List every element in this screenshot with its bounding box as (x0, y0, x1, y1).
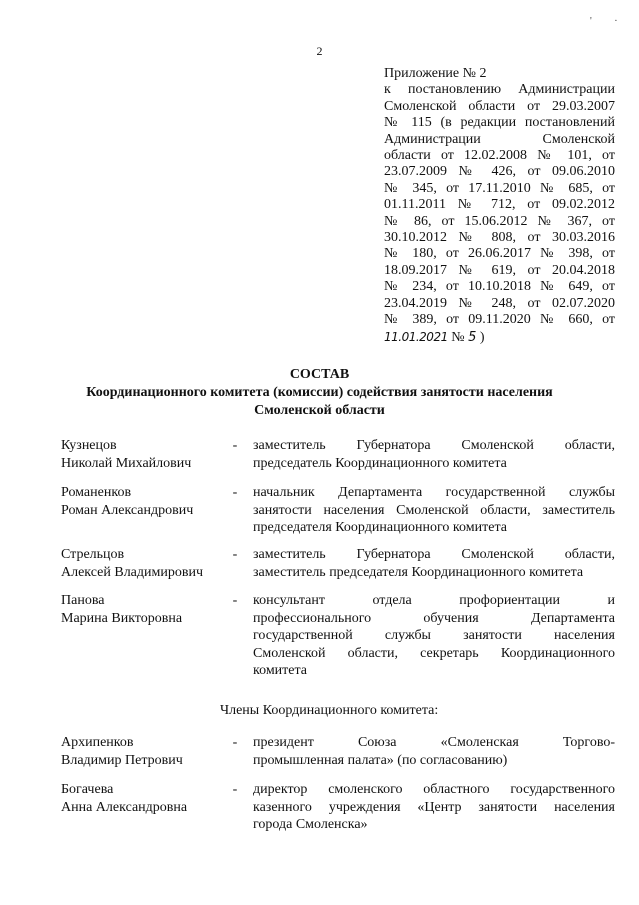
appendix-line: 30.10.2012 № 808, от 30.03.2016 (384, 230, 615, 246)
closing-paren: ) (479, 329, 485, 345)
role-line: начальник Департамента государственной службы (253, 485, 615, 500)
person-given-names: Марина Викторовна (61, 610, 183, 626)
number-sign: № (451, 329, 465, 345)
document-title (0, 366, 639, 420)
role-line: промышленная палата» (по согласованию) (253, 752, 508, 768)
person-surname: Панова (61, 593, 105, 608)
handwritten-number: 5 (468, 329, 477, 345)
person-surname: Богачева (61, 782, 114, 797)
person-name (61, 437, 231, 472)
page-number: 2 (316, 44, 323, 58)
title-heading: СОСТАВ (289, 367, 350, 382)
corner-scan-mark: ' · (590, 16, 628, 27)
role-line: президент Союза «Смоленская Торгово- (253, 735, 615, 750)
role-line: казенного учреждения «Центр занятости населения (253, 799, 615, 815)
title-line-2: Смоленской области (254, 403, 385, 418)
appendix-line: 18.09.2017 № 619, от 20.04.2018 (384, 262, 615, 278)
appendix-line: Смоленской области от 29.03.2007 (384, 98, 615, 114)
person-given-names: Роман Александрович (61, 502, 194, 518)
role-line: государственной службы занятости населения (253, 628, 615, 643)
role-line: заместитель Губернатора Смоленской области, (253, 438, 615, 453)
role-line: города Смоленска» (253, 817, 368, 832)
title-line-1: Координационного комитета (комиссии) содействия занятости населения (86, 385, 553, 400)
appendix-line: области от 12.02.2008 № 101, от (384, 148, 615, 164)
person-given-names: Алексей Владимирович (61, 564, 204, 580)
person-role (253, 484, 615, 537)
appendix-line: Приложение № 2 (384, 66, 487, 81)
role-line: занятости населения Смоленской области, заместитель (253, 502, 615, 518)
person-role (253, 781, 615, 834)
person-role (253, 734, 615, 769)
role-line: председателя Координационного комитета (253, 520, 507, 535)
handwritten-date: 11.01.2021 (384, 329, 448, 344)
person-surname: Стрельцов (61, 547, 125, 562)
appendix-last-line (384, 329, 615, 346)
dash-separator: - (232, 438, 238, 453)
person-name (61, 781, 231, 816)
role-line: директор смоленского областного государственного (253, 782, 615, 797)
appendix-line: № 86, от 15.06.2012 № 367, от (384, 213, 615, 229)
person-name (61, 484, 231, 519)
dash-separator: - (232, 593, 238, 608)
role-line: заместитель председателя Координационного комитета (253, 564, 584, 580)
appendix-line: 23.04.2019 № 248, от 02.07.2020 (384, 295, 615, 311)
role-line: профессионального обучения Департамента (253, 610, 615, 626)
person-role (253, 592, 615, 680)
role-line: Смоленской области, секретарь Координационного (253, 645, 615, 661)
person-name (61, 592, 231, 627)
appendix-line: № 345, от 17.11.2010 № 685, от (384, 180, 615, 196)
appendix-line: № 115 (в редакции постановлений (384, 115, 615, 131)
members-heading: Члены Координационного комитета: (220, 703, 439, 718)
person-surname: Архипенков (61, 735, 134, 750)
appendix-line: № 389, от 09.11.2020 № 660, от (384, 312, 615, 328)
person-surname: Романенков (61, 485, 132, 500)
person-surname: Кузнецов (61, 438, 117, 453)
role-line: заместитель Губернатора Смоленской области, (253, 547, 615, 562)
person-given-names: Владимир Петрович (61, 752, 183, 768)
dash-separator: - (232, 782, 238, 797)
person-given-names: Анна Александровна (61, 799, 188, 815)
person-role (253, 437, 615, 472)
role-line: консультант отдела профориентации и (253, 593, 615, 608)
person-name (61, 546, 231, 581)
person-role (253, 546, 615, 581)
role-line: комитета (253, 663, 308, 678)
appendix-line: к постановлению Администрации (384, 82, 615, 98)
appendix-line: Администрации Смоленской (384, 131, 615, 147)
person-name (61, 734, 231, 769)
dash-separator: - (232, 735, 238, 750)
appendix-line: № 180, от 26.06.2017 № 398, от (384, 246, 615, 262)
appendix-block (384, 66, 615, 346)
appendix-line: № 234, от 10.10.2018 № 649, от (384, 279, 615, 295)
dash-separator: - (232, 485, 238, 500)
appendix-line: 01.11.2011 № 712, от 09.02.2012 (384, 197, 615, 213)
role-line: председатель Координационного комитета (253, 455, 507, 471)
appendix-line: 23.07.2009 № 426, от 09.06.2010 (384, 164, 615, 180)
person-given-names: Николай Михайлович (61, 455, 192, 471)
dash-separator: - (232, 547, 238, 562)
